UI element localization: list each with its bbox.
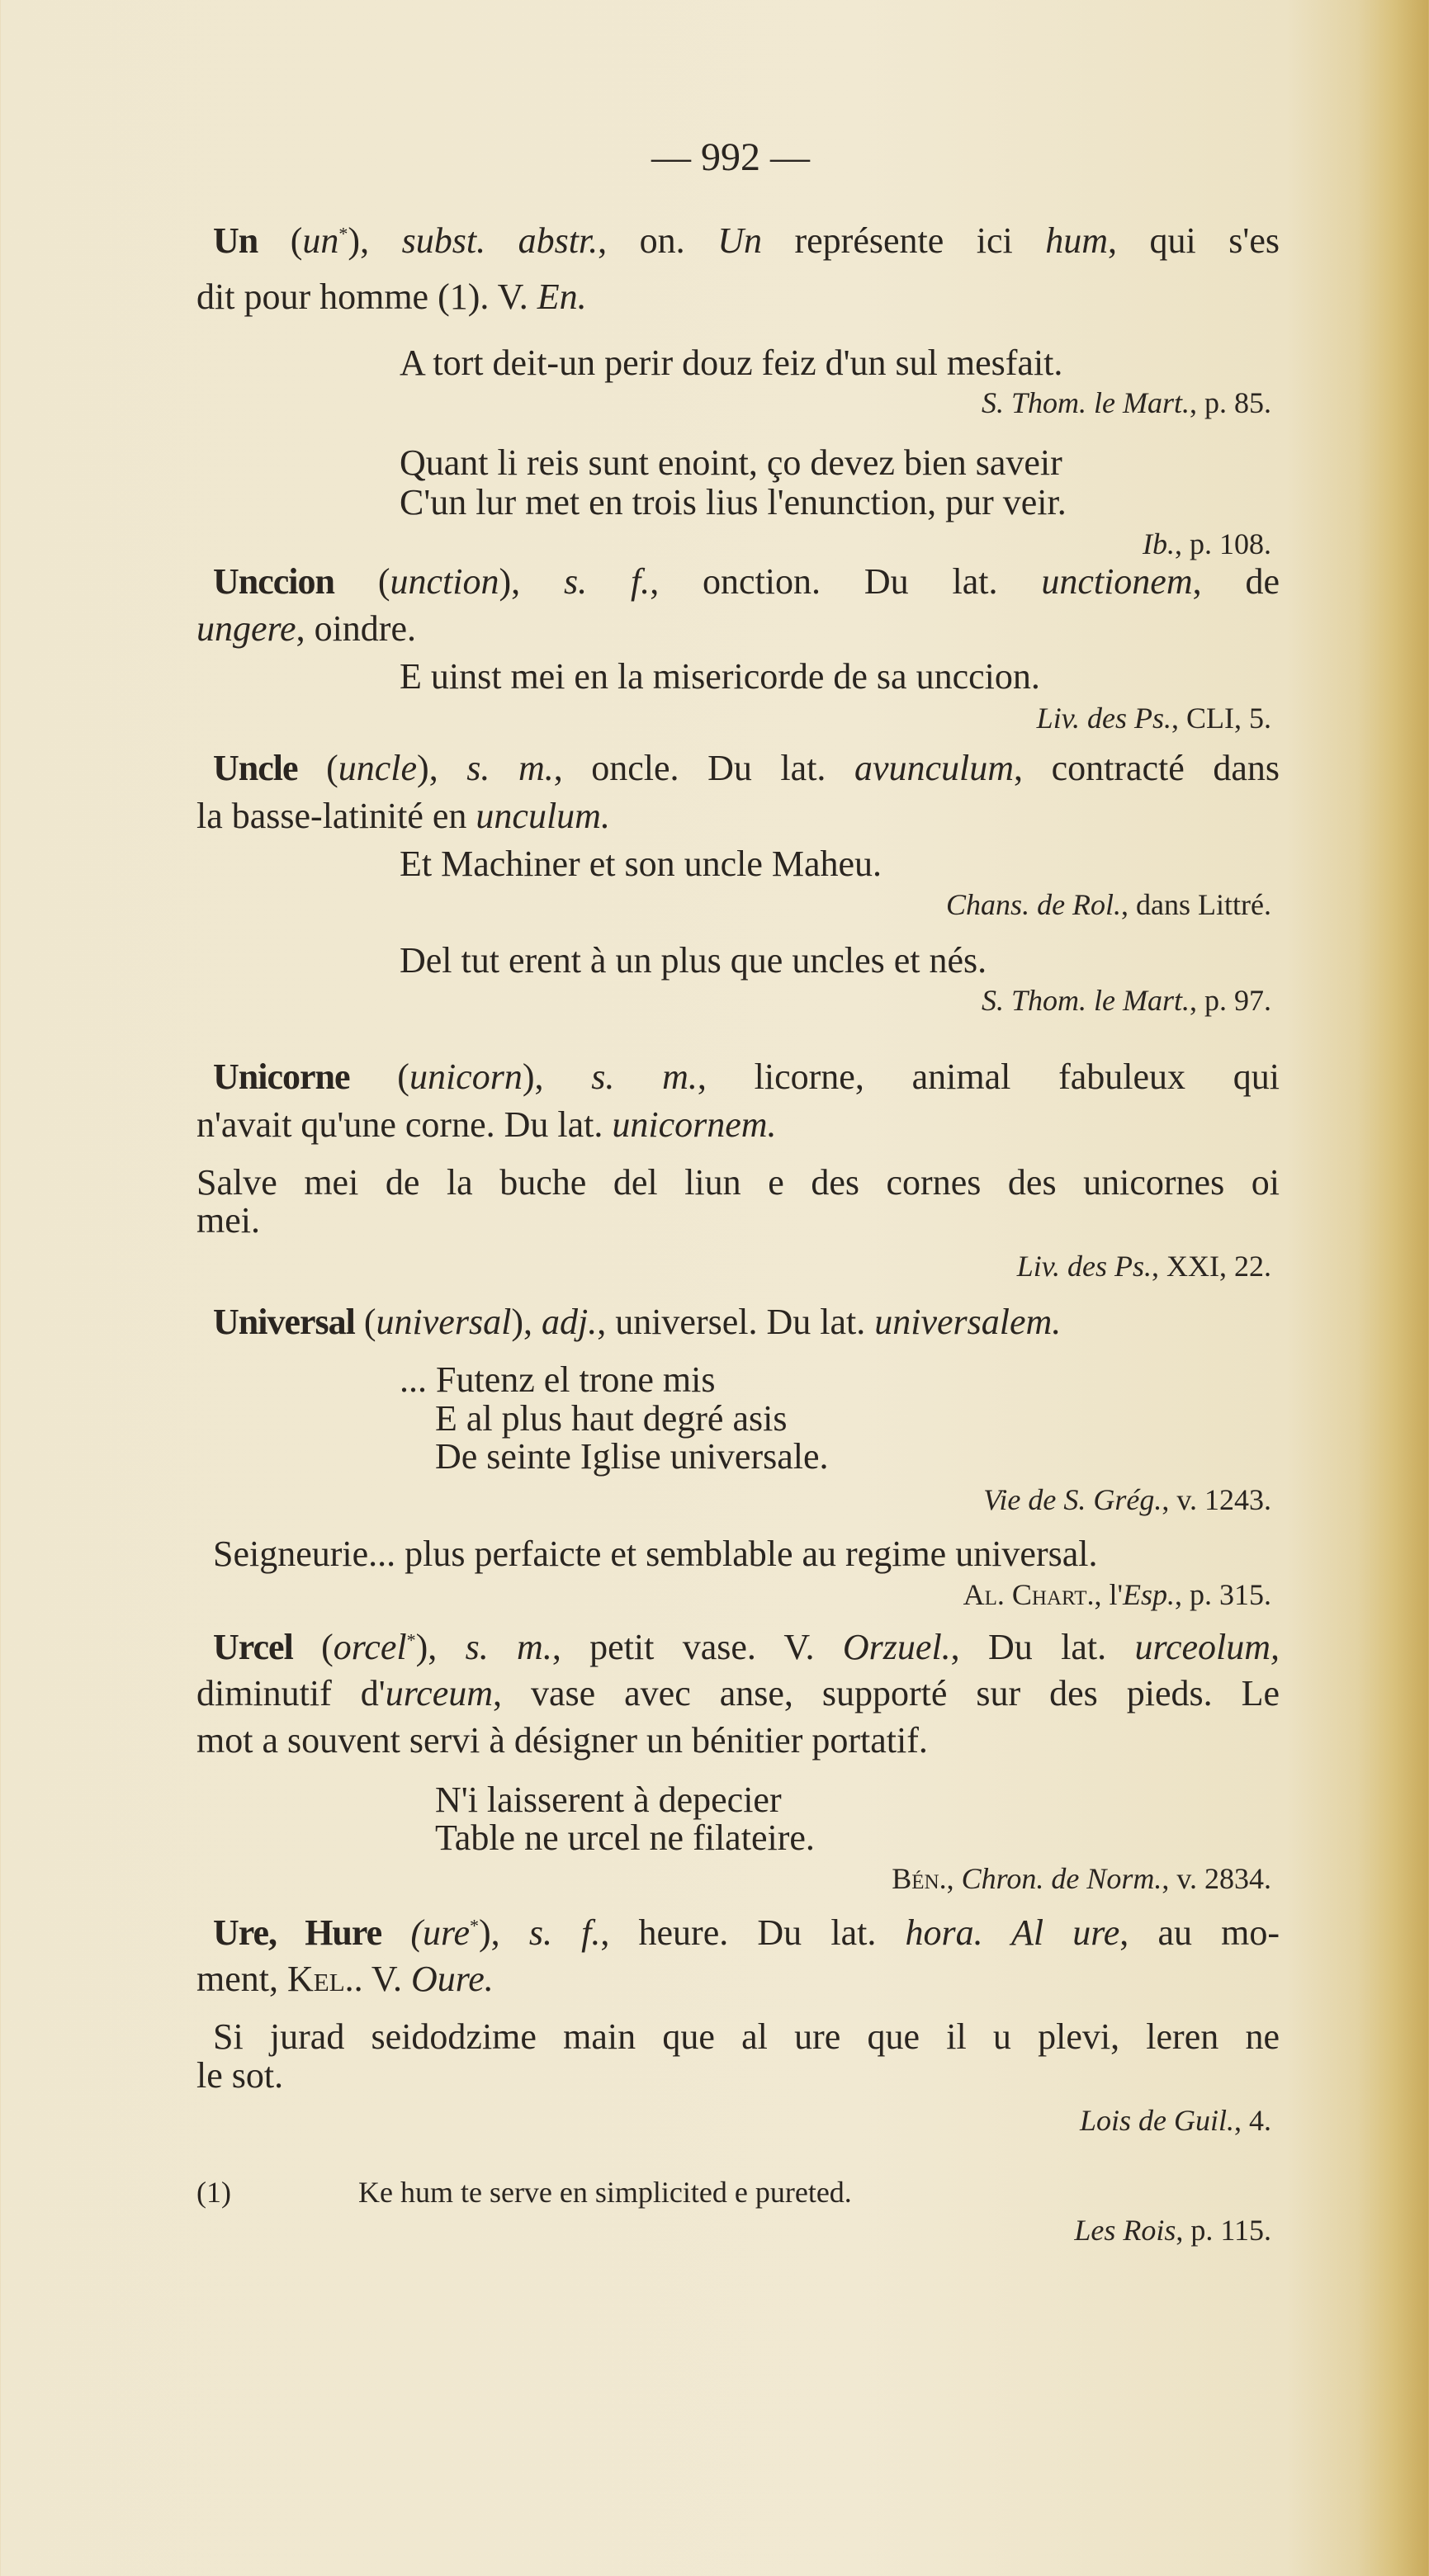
etymon: orcel: [333, 1627, 407, 1667]
text: , de: [1192, 561, 1280, 602]
entry-universal-line: [196, 1301, 1280, 1344]
quote-line: Si jurad seidodzime main que al ure que il u plevi, leren ne: [213, 2016, 1280, 2057]
text: , oncle. Du lat.: [553, 748, 854, 788]
author: Al. Chart.: [963, 1578, 1095, 1611]
quote-line: De seinte Iglise universale.: [435, 1436, 829, 1477]
text: (: [292, 1627, 334, 1667]
grammar: adj.: [541, 1302, 598, 1342]
author: Bén.: [892, 1862, 947, 1895]
headword: Universal: [213, 1302, 355, 1342]
etymon: un: [302, 220, 339, 261]
ref: , dans Littré.: [1121, 888, 1271, 921]
text: Orzuel.: [842, 1627, 951, 1667]
headword: Ure, Hure: [213, 1912, 382, 1953]
citation: [892, 1857, 1271, 1900]
asterisk: *: [470, 1915, 480, 1936]
ref: , p. 315.: [1175, 1578, 1271, 1611]
text: unculum.: [476, 796, 610, 836]
text: hora. Al ure: [905, 1912, 1120, 1953]
text: ),: [479, 1912, 529, 1953]
quote-line: Table ne urcel ne filateire.: [435, 1817, 815, 1858]
text: unicornem.: [612, 1104, 777, 1145]
source: Liv. des Ps.: [1016, 1250, 1152, 1283]
text: , l': [1094, 1578, 1123, 1611]
text: unctionem: [1041, 561, 1193, 602]
text: ungere: [196, 608, 296, 649]
source: Vie de S. Grég.: [983, 1483, 1162, 1516]
entry-line: [196, 1672, 1280, 1715]
quote-line: Seigneurie... plus perfaicte et semblable au regime universal.: [213, 1534, 1098, 1574]
footnote-number: (1): [196, 2176, 231, 2209]
source: Esp.: [1123, 1578, 1175, 1611]
text: , petit vase. V.: [551, 1627, 843, 1667]
ref: , v. 1243.: [1162, 1483, 1271, 1516]
quote-line: A tort deit-un perir douz feiz d'un sul mesfait.: [400, 343, 1063, 383]
quote-line: le sot.: [196, 2055, 284, 2096]
entry-unicorne-line: [196, 1056, 1280, 1099]
ref: , p. 108.: [1175, 527, 1271, 560]
text: ),: [415, 1627, 466, 1667]
source: Liv. des Ps.: [1036, 702, 1171, 735]
grammar: s. m.: [465, 1627, 552, 1667]
source: S. Thom. le Mart.: [982, 984, 1190, 1017]
text: avunculum: [854, 748, 1015, 788]
quote-line: E uinst mei en la misericorde de sa unccion.: [400, 656, 1040, 697]
entry-line: [196, 1104, 777, 1146]
ref: , p. 85.: [1190, 386, 1271, 419]
text: (: [297, 748, 338, 788]
text: ),: [499, 561, 564, 602]
grammar: s. m.: [466, 748, 554, 788]
text: la basse-latinité en: [196, 796, 476, 836]
page-number: — 992 —: [651, 135, 810, 179]
quote-line: E al plus haut degré asis: [435, 1398, 788, 1439]
etymon: universal: [376, 1302, 512, 1342]
text: , heure. Du lat.: [600, 1912, 906, 1953]
text: dit pour homme (1). V.: [196, 277, 537, 317]
text: (: [354, 1302, 376, 1342]
ref: , 4.: [1234, 2104, 1271, 2137]
citation: [946, 883, 1271, 926]
text: Oure.: [410, 1959, 494, 1999]
source: Les Rois: [1074, 2214, 1176, 2247]
text: , contracté dans: [1014, 748, 1280, 788]
asterisk: *: [338, 223, 348, 244]
text: universalem.: [874, 1302, 1062, 1342]
headword: Urcel: [213, 1627, 293, 1667]
ref: , CLI, 5.: [1171, 702, 1271, 735]
text: diminutif d': [196, 1673, 386, 1713]
text: , onction. Du lat.: [650, 561, 1042, 602]
text: urceolum,: [1134, 1627, 1280, 1667]
text: (: [334, 561, 390, 602]
text: , universel. Du lat.: [597, 1302, 875, 1342]
grammar: subst. abstr.: [401, 220, 599, 261]
citation: [963, 1573, 1271, 1616]
citation: [1080, 2099, 1271, 2142]
etymon: (ure: [410, 1912, 471, 1953]
text: ),: [522, 1056, 592, 1097]
ref: , p. 97.: [1190, 984, 1271, 1017]
headword: Un: [213, 220, 258, 261]
entry-line: [196, 607, 416, 650]
text: . V.: [353, 1959, 411, 1999]
text: [381, 1912, 410, 1953]
entry-line: mot a souvent servi à désigner un bénitier portatif.: [196, 1720, 928, 1761]
text: (: [349, 1056, 409, 1097]
text: , on.: [598, 220, 718, 261]
footnote: [0, 2171, 1429, 2210]
citation: [1017, 1245, 1271, 1288]
ref: , v. 2834.: [1162, 1862, 1271, 1895]
text: ),: [511, 1302, 542, 1342]
text: , oindre.: [296, 608, 416, 649]
entry-urcel-line: [196, 1626, 1280, 1669]
headword: Unicorne: [213, 1056, 350, 1097]
asterisk: *: [406, 1629, 416, 1651]
citation: [983, 1478, 1271, 1521]
entry-un-line: [196, 220, 1280, 262]
quote-line: mei.: [196, 1200, 260, 1241]
text: ment,: [196, 1959, 287, 1999]
entry-line: [196, 1958, 494, 2001]
grammar: s. f.: [528, 1912, 601, 1953]
etymon: unction: [390, 561, 499, 602]
text: En.: [537, 277, 587, 317]
headword: Uncle: [213, 748, 298, 788]
source: Lois de Guil.: [1079, 2104, 1234, 2137]
grammar: s. f.: [563, 561, 651, 602]
text: , qui s'es: [1108, 220, 1280, 261]
text: , vase avec anse, supporté sur des pieds. Le: [493, 1673, 1280, 1713]
etymon: uncle: [338, 748, 418, 788]
entry-unccion-line: [196, 560, 1280, 603]
entry-ure-line: [196, 1912, 1280, 1954]
text: n'avait qu'une corne. Du lat.: [196, 1104, 613, 1145]
entry-line: [196, 795, 610, 838]
headword: Unccion: [213, 561, 334, 602]
quote-line: ... Futenz el trone mis: [400, 1359, 716, 1400]
text: ),: [348, 220, 402, 261]
citation: [1037, 697, 1271, 740]
text: Un: [717, 220, 762, 261]
quote-line: Et Machiner et son uncle Maheu.: [400, 844, 882, 884]
author: Kel.: [286, 1959, 354, 1999]
text: , au mo-: [1119, 1912, 1280, 1953]
source: Chans. de Rol.: [946, 888, 1122, 921]
citation: [982, 979, 1271, 1022]
entry-uncle-line: [196, 747, 1280, 790]
ref: , p. 115.: [1176, 2214, 1271, 2247]
source: Chron. de Norm.: [961, 1862, 1162, 1895]
text: hum: [1045, 220, 1109, 261]
text: , Du lat.: [950, 1627, 1135, 1667]
ref: , XXI, 22.: [1152, 1250, 1271, 1283]
source: S. Thom. le Mart.: [982, 386, 1190, 419]
quote-line: Quant li reis sunt enoint, ço devez bien saveir: [400, 442, 1062, 483]
text: (: [258, 220, 303, 261]
text: ,: [946, 1862, 962, 1895]
etymon: unicorn: [409, 1056, 523, 1097]
entry-line: [196, 276, 587, 319]
text: , licorne, animal fabuleux qui: [697, 1056, 1280, 1097]
text: urceum: [385, 1673, 494, 1713]
citation: [1143, 522, 1271, 565]
quote-line: Salve mei de la buche del liun e des cornes des unicornes oi: [196, 1162, 1280, 1203]
footnote-text: Ke hum te serve en simplicited e pureted.: [358, 2176, 852, 2209]
citation: [1074, 2209, 1271, 2252]
grammar: s. m.: [591, 1056, 698, 1097]
quote-line: Del tut erent à un plus que uncles et nés.: [400, 940, 987, 981]
quote-line: C'un lur met en trois lius l'enunction, pur veir.: [400, 482, 1067, 522]
quote-line: N'i laisserent à depecier: [435, 1780, 782, 1820]
text: représente ici: [761, 220, 1046, 261]
source: Ib.: [1143, 527, 1175, 560]
citation: [982, 381, 1271, 424]
text: ),: [417, 748, 467, 788]
